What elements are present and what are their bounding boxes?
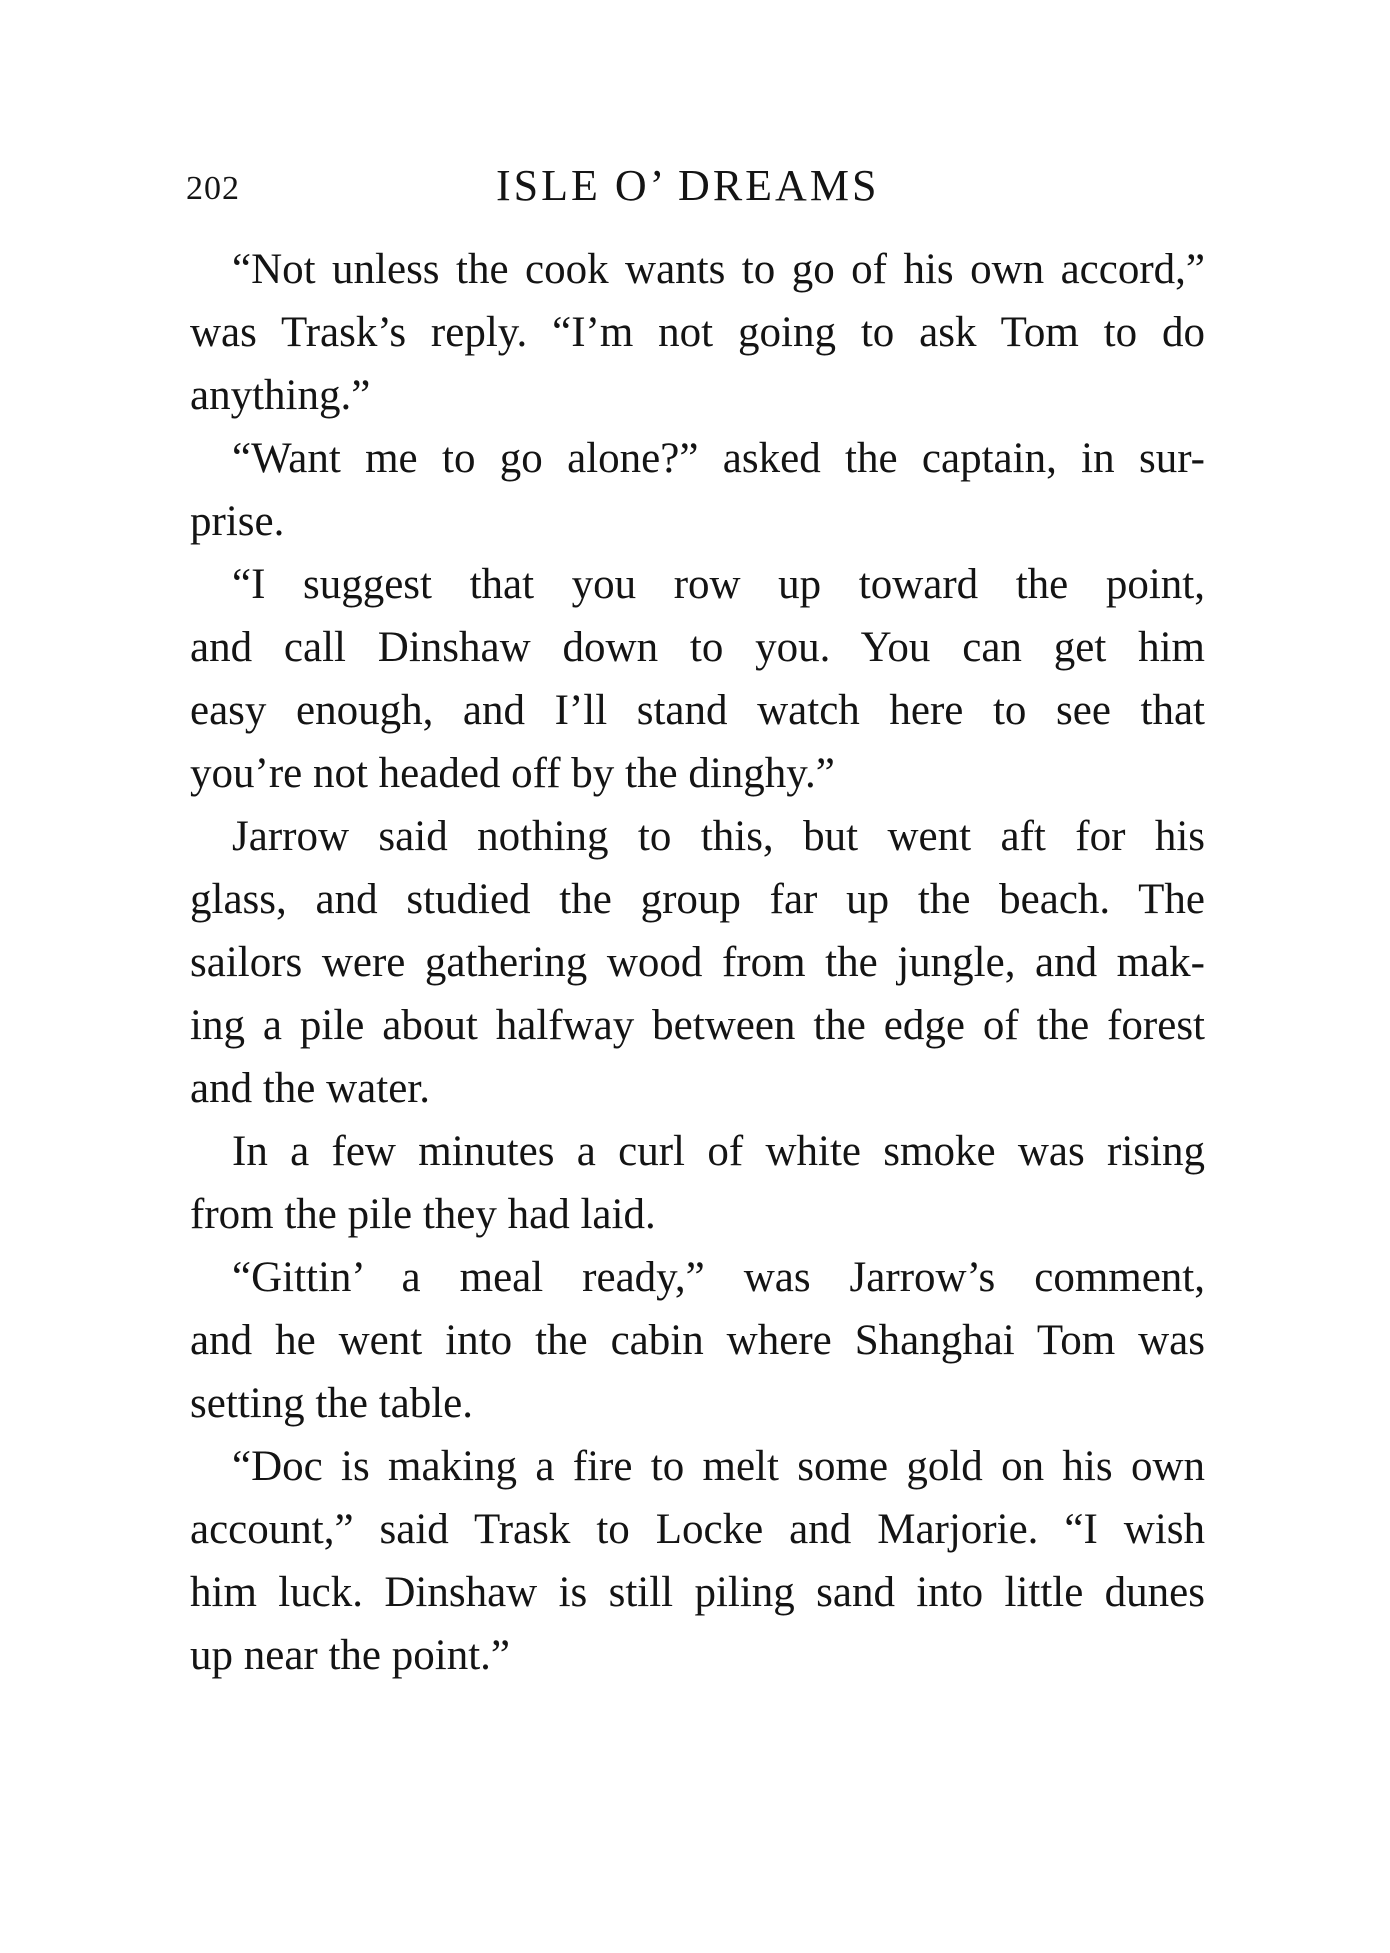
paragraph: [190, 553, 1205, 805]
text-line: “Gittin’ a meal ready,” was Jarrow’s comment,: [232, 1254, 1205, 1301]
body-text: [190, 238, 1205, 1687]
book-title: ISLE O’ DREAMS: [496, 161, 880, 210]
text-line: glass, and studied the group far up the beach. The: [190, 876, 1205, 923]
text-line: was Trask’s reply. “I’m not going to ask Tom to do: [190, 309, 1205, 356]
paragraph: [190, 1120, 1205, 1246]
text-line: anything.”: [190, 372, 371, 419]
text-line: Jarrow said nothing to this, but went aft for his: [232, 813, 1205, 860]
text-line: sailors were gathering wood from the jungle, and mak-: [190, 939, 1205, 986]
text-line: “Not unless the cook wants to go of his own accord,”: [232, 246, 1205, 293]
text-line: and the water.: [190, 1065, 430, 1112]
text-line: account,” said Trask to Locke and Marjorie. “I wish: [190, 1506, 1205, 1553]
text-line: up near the point.”: [190, 1632, 511, 1679]
text-line: and call Dinshaw down to you. You can get him: [190, 624, 1205, 671]
paragraph: [190, 1246, 1205, 1435]
text-line: from the pile they had laid.: [190, 1191, 656, 1238]
text-line: “Doc is making a fire to melt some gold on his own: [232, 1443, 1205, 1490]
text-line: you’re not headed off by the dinghy.”: [190, 750, 835, 797]
text-line: him luck. Dinshaw is still piling sand into little dunes: [190, 1569, 1205, 1616]
paragraph: [190, 805, 1205, 1120]
page-number: 202: [186, 170, 240, 207]
paragraph: [190, 238, 1205, 427]
text-line: and he went into the cabin where Shanghai Tom was: [190, 1317, 1205, 1364]
text-line: “Want me to go alone?” asked the captain, in sur-: [232, 435, 1205, 482]
text-line: “I suggest that you row up toward the point,: [232, 561, 1205, 608]
text-line: In a few minutes a curl of white smoke was rising: [232, 1128, 1205, 1175]
paragraph: [190, 1435, 1205, 1687]
text-line: ing a pile about halfway between the edge of the forest: [190, 1002, 1205, 1049]
text-line: setting the table.: [190, 1380, 474, 1427]
running-head: [186, 160, 1206, 220]
text-line: prise.: [190, 498, 285, 545]
paragraph: [190, 427, 1205, 553]
text-line: easy enough, and I’ll stand watch here to see that: [190, 687, 1205, 734]
